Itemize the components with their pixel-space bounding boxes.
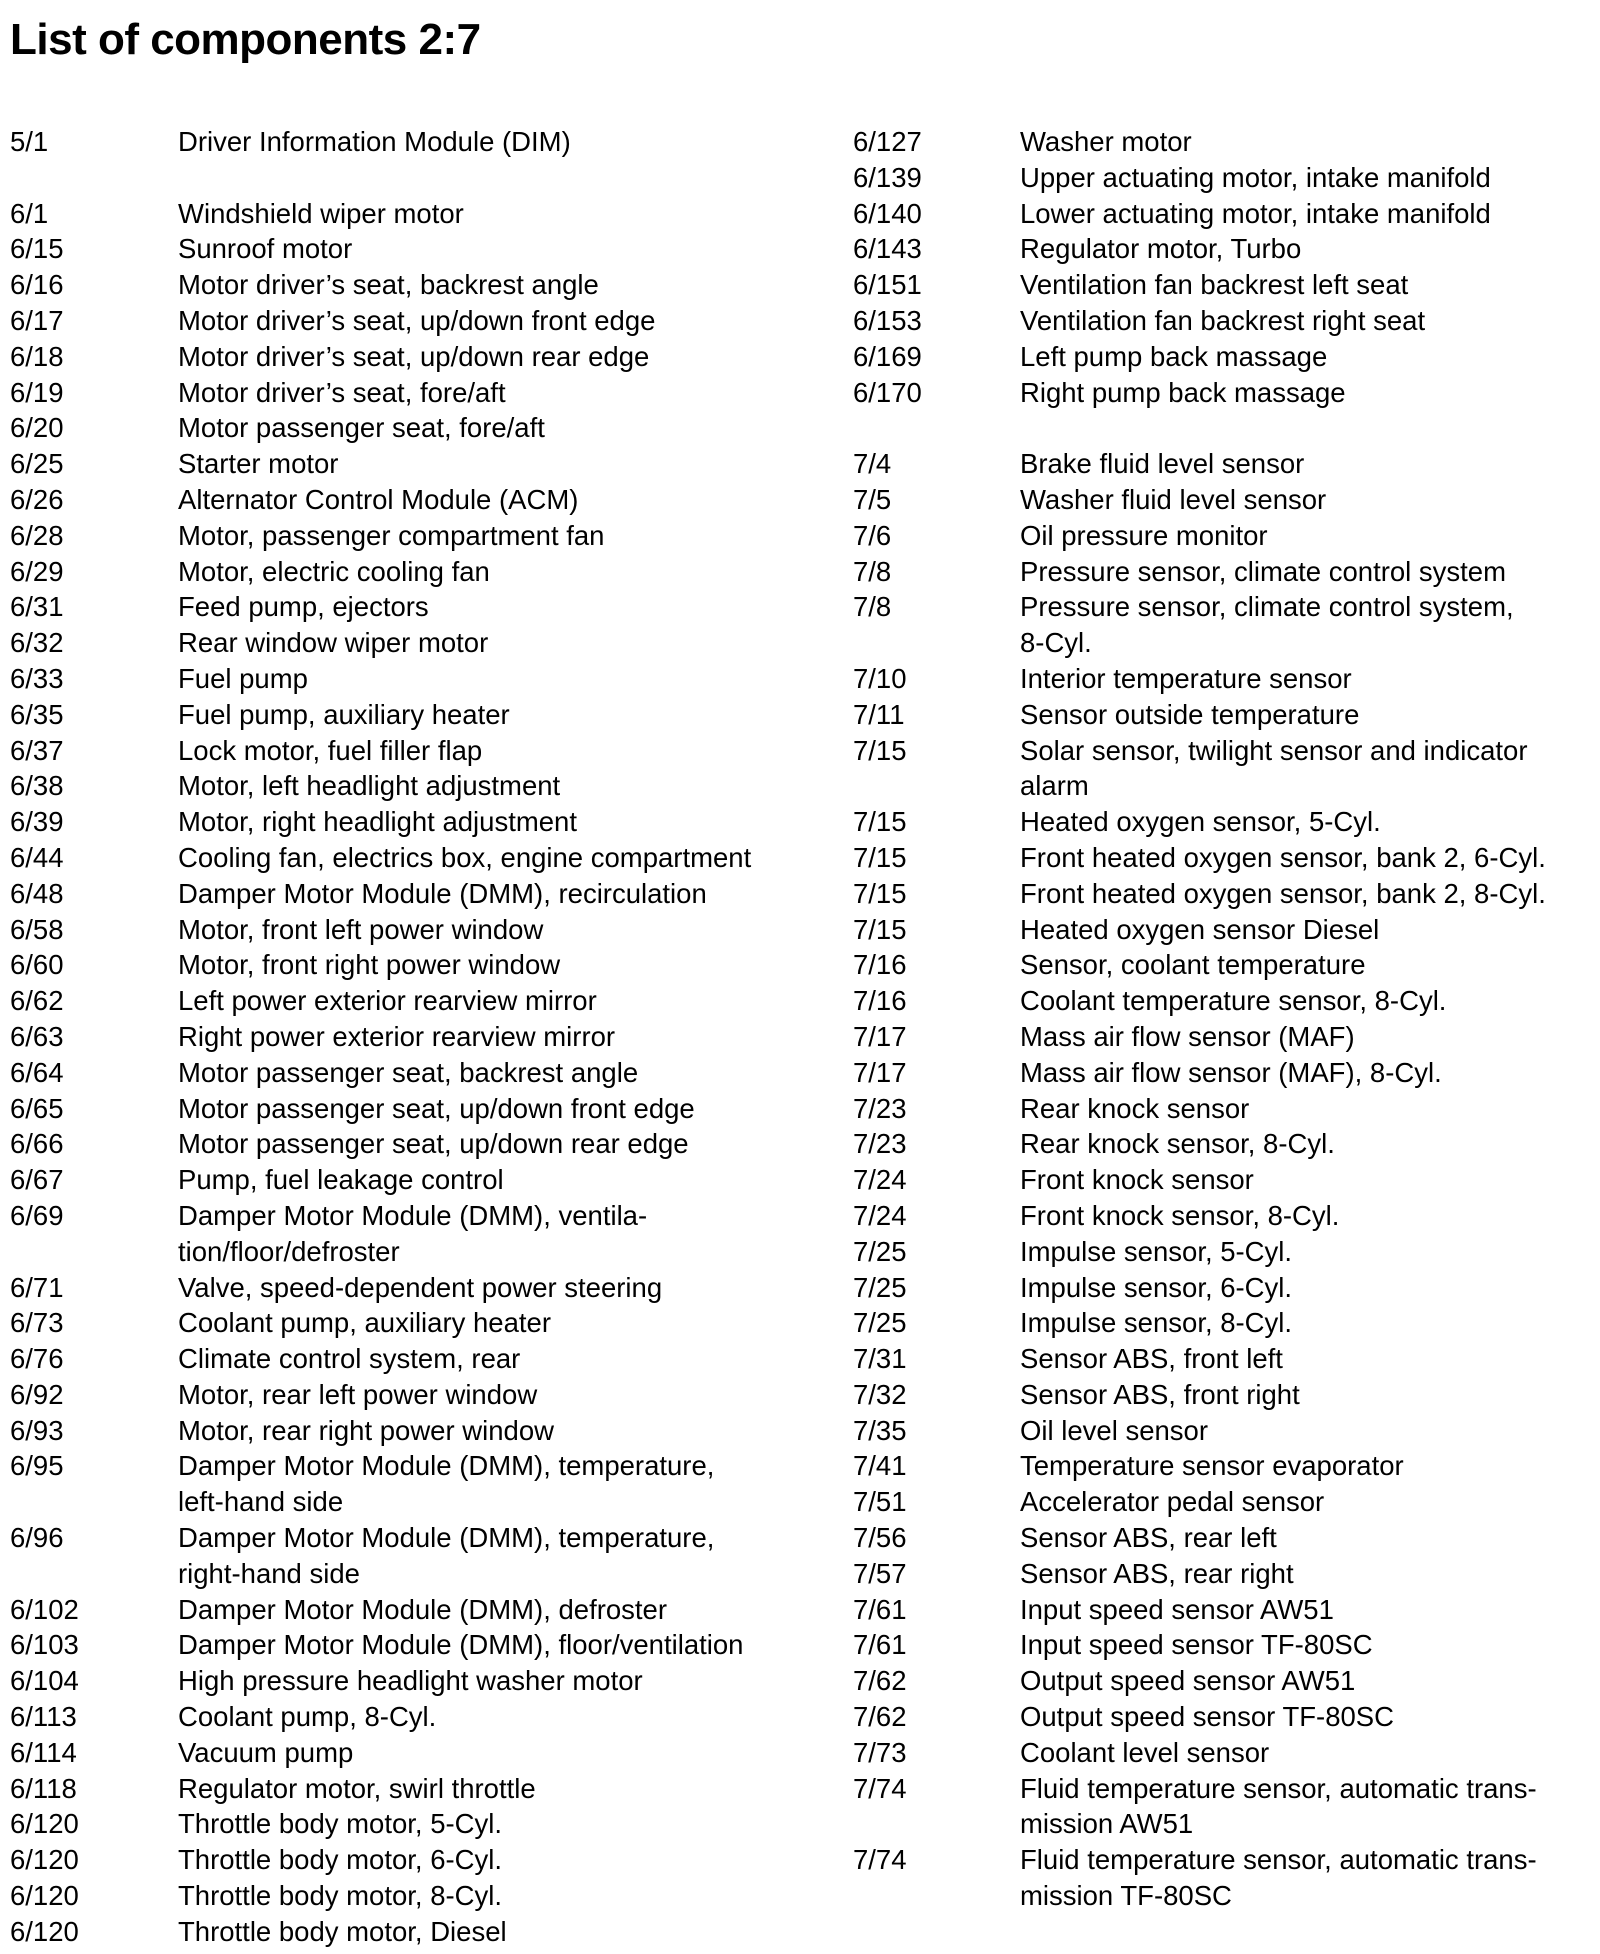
component-code: 6/120 [10, 1844, 79, 1876]
component-row [853, 1448, 1598, 1484]
component-description: Motor, right headlight adjustment [178, 806, 577, 838]
component-description: Motor, front left power window [178, 913, 544, 945]
component-description: Throttle body motor, Diesel [178, 1915, 507, 1947]
component-description: Regulator motor, Turbo [1020, 233, 1302, 265]
component-list-left [10, 124, 810, 1950]
component-row [853, 1556, 1598, 1592]
component-row [853, 804, 1598, 840]
component-description: Motor, passenger compartment fan [178, 519, 605, 551]
component-description: Damper Motor Module (DMM), floor/ventilation [178, 1629, 744, 1661]
component-row [853, 1413, 1598, 1449]
component-row [853, 124, 1598, 160]
component-description: Sensor ABS, front right [1020, 1378, 1300, 1410]
component-code: 6/15 [10, 233, 64, 265]
component-row [10, 983, 810, 1019]
component-row [10, 804, 810, 840]
component-description: Rear knock sensor, 8-Cyl. [1020, 1128, 1335, 1160]
component-code: 5/1 [10, 126, 49, 157]
component-row [853, 1699, 1598, 1735]
component-code: 6/169 [853, 340, 922, 372]
component-description: Motor passenger seat, up/down front edge [178, 1092, 695, 1124]
component-code: 6/33 [10, 662, 64, 694]
component-row [10, 1305, 810, 1341]
component-description: Coolant level sensor [1020, 1736, 1270, 1768]
component-description: Motor driver’s seat, up/down front edge [178, 304, 656, 336]
component-code: 7/41 [853, 1450, 907, 1482]
component-code: 6/104 [10, 1665, 79, 1697]
component-description: Coolant temperature sensor, 8-Cyl. [1020, 985, 1447, 1017]
component-description: Input speed sensor AW51 [1020, 1593, 1334, 1625]
component-description: Impulse sensor, 5-Cyl. [1020, 1235, 1293, 1267]
component-code: 7/11 [853, 698, 905, 730]
component-row [853, 1305, 1598, 1341]
component-code: 6/48 [10, 877, 64, 909]
component-description: Motor passenger seat, fore/aft [178, 412, 545, 444]
component-description: Ventilation fan backrest left seat [1020, 269, 1409, 301]
component-description: Front knock sensor, 8-Cyl. [1020, 1199, 1340, 1231]
component-row [853, 983, 1598, 1019]
component-code: 6/143 [853, 233, 922, 265]
component-description: Sensor ABS, rear right [1020, 1557, 1294, 1589]
component-code: 6/93 [10, 1414, 64, 1446]
component-description: Damper Motor Module (DMM), temperature, right-hand side [178, 1522, 715, 1589]
component-code: 7/15 [853, 734, 907, 766]
page-title: List of components 2:7 [10, 15, 481, 64]
component-code: 7/61 [853, 1629, 907, 1661]
section-gap [853, 410, 1598, 446]
component-row [10, 1198, 810, 1270]
component-row [10, 589, 810, 625]
component-description: Motor passenger seat, up/down rear edge [178, 1128, 689, 1160]
component-code: 6/64 [10, 1056, 64, 1088]
component-row [853, 1771, 1598, 1843]
component-code: 6/95 [10, 1450, 64, 1482]
component-description: Feed pump, ejectors [178, 591, 429, 623]
component-row [853, 1234, 1598, 1270]
component-row [10, 554, 810, 590]
component-description: Output speed sensor AW51 [1020, 1665, 1356, 1697]
component-row [10, 1270, 810, 1306]
component-description: Motor passenger seat, backrest angle [178, 1056, 639, 1088]
component-row [853, 1592, 1598, 1628]
component-row [853, 589, 1598, 661]
component-code: 7/16 [853, 949, 907, 981]
component-code: 6/71 [10, 1271, 64, 1303]
component-row [10, 1377, 810, 1413]
component-row [853, 840, 1598, 876]
component-description: Input speed sensor TF-80SC [1020, 1629, 1373, 1661]
component-code: 7/5 [853, 483, 892, 515]
component-row [10, 1592, 810, 1628]
component-row [10, 768, 810, 804]
component-row [853, 1377, 1598, 1413]
component-description: Accelerator pedal sensor [1020, 1486, 1325, 1518]
component-description: Motor, left headlight adjustment [178, 770, 561, 802]
component-description: Interior temperature sensor [1020, 662, 1352, 694]
component-row [853, 1126, 1598, 1162]
component-code: 6/20 [10, 412, 64, 444]
component-description: Damper Motor Module (DMM), recirculation [178, 877, 707, 909]
component-code: 6/127 [853, 126, 922, 157]
component-description: Front knock sensor [1020, 1164, 1254, 1196]
component-code: 6/140 [853, 197, 922, 229]
component-code: 6/102 [10, 1593, 79, 1625]
component-row [10, 912, 810, 948]
component-row [853, 1055, 1598, 1091]
component-row [853, 446, 1598, 482]
component-code: 6/29 [10, 555, 64, 587]
component-code: 6/113 [10, 1701, 77, 1733]
component-description: Motor, rear right power window [178, 1414, 554, 1446]
component-row [10, 1663, 810, 1699]
component-row [853, 160, 1598, 196]
component-code: 7/17 [853, 1056, 907, 1088]
component-description: Heated oxygen sensor Diesel [1020, 913, 1380, 945]
component-row [10, 1091, 810, 1127]
component-row [853, 1270, 1598, 1306]
component-code: 7/17 [853, 1020, 907, 1052]
component-code: 6/120 [10, 1915, 79, 1947]
component-row [853, 482, 1598, 518]
component-code: 6/69 [10, 1199, 64, 1231]
component-row [10, 1914, 810, 1950]
component-description: Front heated oxygen sensor, bank 2, 6-Cyl. [1020, 841, 1546, 873]
component-code: 6/73 [10, 1307, 64, 1339]
component-code: 7/74 [853, 1844, 907, 1876]
component-row [10, 1126, 810, 1162]
component-code: 7/51 [853, 1486, 907, 1518]
component-code: 7/8 [853, 555, 892, 587]
component-code: 7/10 [853, 662, 907, 694]
component-description: Motor, rear left power window [178, 1378, 538, 1410]
component-code: 6/67 [10, 1164, 64, 1196]
component-code: 6/28 [10, 519, 64, 551]
component-row [10, 1699, 810, 1735]
component-code: 6/19 [10, 376, 64, 408]
component-description: Cooling fan, electrics box, engine compartment [178, 841, 752, 873]
component-code: 7/57 [853, 1557, 907, 1589]
component-row [10, 518, 810, 554]
component-code: 7/15 [853, 841, 907, 873]
component-code: 7/6 [853, 519, 892, 551]
component-row [853, 697, 1598, 733]
component-row [853, 339, 1598, 375]
component-description: Motor driver’s seat, up/down rear edge [178, 340, 650, 372]
component-code: 6/120 [10, 1880, 79, 1912]
component-code: 6/151 [853, 269, 922, 301]
component-description: Driver Information Module (DIM) [178, 126, 571, 157]
component-code: 7/61 [853, 1593, 907, 1625]
component-description: Fuel pump, auxiliary heater [178, 698, 510, 730]
component-row [853, 947, 1598, 983]
component-description: Pump, fuel leakage control [178, 1164, 504, 1196]
component-code: 7/16 [853, 985, 907, 1017]
component-row [853, 733, 1598, 805]
component-description: Damper Motor Module (DMM), temperature, left-hand side [178, 1450, 715, 1518]
component-row [10, 840, 810, 876]
component-row [10, 303, 810, 339]
component-code: 6/58 [10, 913, 64, 945]
component-code: 6/31 [10, 591, 64, 623]
component-description: Right pump back massage [1020, 376, 1346, 408]
component-code: 7/25 [853, 1235, 907, 1267]
component-row [10, 697, 810, 733]
component-code: 6/38 [10, 770, 64, 802]
component-row [10, 231, 810, 267]
component-description: Motor, electric cooling fan [178, 555, 490, 587]
component-code: 6/120 [10, 1808, 79, 1840]
component-row [10, 661, 810, 697]
component-code: 6/16 [10, 269, 64, 301]
component-row [853, 1341, 1598, 1377]
component-description: Washer motor [1020, 126, 1192, 157]
component-description: High pressure headlight washer motor [178, 1665, 643, 1697]
component-row [853, 876, 1598, 912]
component-description: Left pump back massage [1020, 340, 1328, 372]
component-code: 6/114 [10, 1736, 77, 1768]
component-code: 7/24 [853, 1199, 907, 1231]
component-description: Impulse sensor, 6-Cyl. [1020, 1271, 1293, 1303]
component-code: 6/63 [10, 1020, 64, 1052]
component-description: Sensor ABS, front left [1020, 1343, 1283, 1375]
component-description: Solar sensor, twilight sensor and indicator alarm [1020, 734, 1528, 802]
component-code: 6/39 [10, 806, 64, 838]
component-description: Output speed sensor TF-80SC [1020, 1701, 1394, 1733]
component-row [853, 661, 1598, 697]
component-code: 6/62 [10, 985, 64, 1017]
component-row [10, 446, 810, 482]
component-code: 6/139 [853, 161, 922, 193]
component-code: 7/32 [853, 1378, 907, 1410]
component-description: Rear window wiper motor [178, 627, 489, 659]
component-row [853, 303, 1598, 339]
component-row [853, 1484, 1598, 1520]
component-row [10, 1341, 810, 1377]
component-code: 7/35 [853, 1414, 907, 1446]
component-description: Motor driver’s seat, fore/aft [178, 376, 506, 408]
component-row [853, 196, 1598, 232]
component-code: 6/17 [10, 304, 64, 336]
component-description: Lock motor, fuel filler flap [178, 734, 483, 766]
component-description: Damper Motor Module (DMM), ventila- tion/floor/defroster [178, 1199, 648, 1267]
component-code: 6/60 [10, 949, 64, 981]
component-description: Front heated oxygen sensor, bank 2, 8-Cyl. [1020, 877, 1546, 909]
component-row [853, 1019, 1598, 1055]
component-description: Temperature sensor evaporator [1020, 1450, 1404, 1482]
component-row [10, 375, 810, 411]
component-code: 6/153 [853, 304, 922, 336]
section-gap [10, 160, 810, 196]
component-row [853, 1198, 1598, 1234]
component-row [10, 1448, 810, 1520]
component-description: Coolant pump, auxiliary heater [178, 1307, 551, 1339]
component-description: Sunroof motor [178, 233, 353, 265]
component-description: Motor driver’s seat, backrest angle [178, 269, 599, 301]
component-row [10, 339, 810, 375]
component-description: Regulator motor, swirl throttle [178, 1772, 536, 1804]
component-row [10, 196, 810, 232]
component-description: Windshield wiper motor [178, 197, 464, 229]
component-row [10, 267, 810, 303]
component-code: 6/96 [10, 1522, 64, 1554]
component-description: Left power exterior rearview mirror [178, 985, 597, 1017]
component-row [10, 1055, 810, 1091]
component-code: 6/103 [10, 1629, 79, 1661]
component-code: 7/25 [853, 1271, 907, 1303]
component-description: Oil level sensor [1020, 1414, 1208, 1446]
component-description: Mass air flow sensor (MAF) [1020, 1020, 1355, 1052]
component-code: 7/15 [853, 877, 907, 909]
component-code: 7/15 [853, 913, 907, 945]
component-row [10, 1413, 810, 1449]
component-description: Starter motor [178, 448, 339, 480]
component-description: Pressure sensor, climate control system, 8-Cyl. [1020, 591, 1514, 659]
component-description: Throttle body motor, 5-Cyl. [178, 1808, 503, 1840]
component-code: 6/170 [853, 376, 922, 408]
component-code: 7/23 [853, 1128, 907, 1160]
component-code: 6/118 [10, 1772, 77, 1804]
component-description: Coolant pump, 8-Cyl. [178, 1701, 437, 1733]
component-code: 7/4 [853, 448, 892, 480]
component-description: Lower actuating motor, intake manifold [1020, 197, 1491, 229]
component-code: 7/15 [853, 806, 907, 838]
component-row [10, 124, 810, 160]
component-row [853, 518, 1598, 554]
component-row [10, 1627, 810, 1663]
component-row [853, 554, 1598, 590]
component-row [853, 1091, 1598, 1127]
component-row [853, 375, 1598, 411]
component-code: 7/25 [853, 1307, 907, 1339]
component-row [853, 1663, 1598, 1699]
component-description: Upper actuating motor, intake manifold [1020, 161, 1491, 193]
component-code: 6/18 [10, 340, 64, 372]
component-description: Alternator Control Module (ACM) [178, 483, 579, 515]
component-row [10, 1520, 810, 1592]
component-description: Climate control system, rear [178, 1343, 521, 1375]
component-row [10, 482, 810, 518]
component-description: Sensor outside temperature [1020, 698, 1360, 730]
component-row [10, 733, 810, 769]
component-description: Rear knock sensor [1020, 1092, 1250, 1124]
component-code: 6/37 [10, 734, 64, 766]
component-code: 6/76 [10, 1343, 64, 1375]
component-row [10, 1162, 810, 1198]
component-row [10, 1842, 810, 1878]
component-description: Throttle body motor, 6-Cyl. [178, 1844, 503, 1876]
component-code: 6/1 [10, 197, 49, 229]
component-description: Sensor, coolant temperature [1020, 949, 1366, 981]
component-row [853, 1627, 1598, 1663]
component-row [10, 410, 810, 446]
component-code: 6/35 [10, 698, 64, 730]
component-code: 7/8 [853, 591, 892, 623]
component-description: Fluid temperature sensor, automatic trans- mission AW51 [1020, 1772, 1537, 1840]
component-row [10, 625, 810, 661]
component-description: Impulse sensor, 8-Cyl. [1020, 1307, 1293, 1339]
component-code: 7/74 [853, 1772, 907, 1804]
component-description: Fuel pump [178, 662, 308, 694]
component-description: Fluid temperature sensor, automatic trans- mission TF-80SC [1020, 1844, 1537, 1912]
component-row [853, 1520, 1598, 1556]
component-row [10, 1019, 810, 1055]
component-row [10, 947, 810, 983]
component-code: 7/56 [853, 1522, 907, 1554]
component-description: Motor, front right power window [178, 949, 561, 981]
component-description: Sensor ABS, rear left [1020, 1522, 1277, 1554]
component-code: 6/66 [10, 1128, 64, 1160]
component-description: Damper Motor Module (DMM), defroster [178, 1593, 668, 1625]
component-description: Heated oxygen sensor, 5-Cyl. [1020, 806, 1381, 838]
component-code: 7/62 [853, 1701, 907, 1733]
component-code: 7/73 [853, 1736, 907, 1768]
component-row [10, 876, 810, 912]
component-row [10, 1878, 810, 1914]
component-row [853, 267, 1598, 303]
component-description: Washer fluid level sensor [1020, 483, 1327, 515]
component-row [853, 1735, 1598, 1771]
component-code: 6/26 [10, 483, 64, 515]
component-description: Vacuum pump [178, 1736, 354, 1768]
component-row [853, 912, 1598, 948]
component-code: 6/25 [10, 448, 64, 480]
component-row [853, 1162, 1598, 1198]
component-code: 7/23 [853, 1092, 907, 1124]
component-code: 6/65 [10, 1092, 64, 1124]
component-description: Throttle body motor, 8-Cyl. [178, 1880, 503, 1912]
component-row [10, 1771, 810, 1807]
component-code: 6/92 [10, 1378, 64, 1410]
component-description: Oil pressure monitor [1020, 519, 1268, 551]
component-code: 6/32 [10, 627, 64, 659]
component-description: Mass air flow sensor (MAF), 8-Cyl. [1020, 1056, 1442, 1088]
component-description: Brake fluid level sensor [1020, 448, 1305, 480]
component-row [10, 1806, 810, 1842]
component-description: Valve, speed-dependent power steering [178, 1271, 663, 1303]
component-row [853, 1842, 1598, 1914]
component-code: 7/31 [853, 1343, 907, 1375]
component-description: Right power exterior rearview mirror [178, 1020, 616, 1052]
component-list-right [853, 124, 1598, 1914]
component-code: 7/24 [853, 1164, 907, 1196]
component-code: 6/44 [10, 841, 64, 873]
component-description: Pressure sensor, climate control system [1020, 555, 1507, 587]
component-code: 7/62 [853, 1665, 907, 1697]
component-description: Ventilation fan backrest right seat [1020, 304, 1426, 336]
component-row [10, 1735, 810, 1771]
component-row [853, 231, 1598, 267]
